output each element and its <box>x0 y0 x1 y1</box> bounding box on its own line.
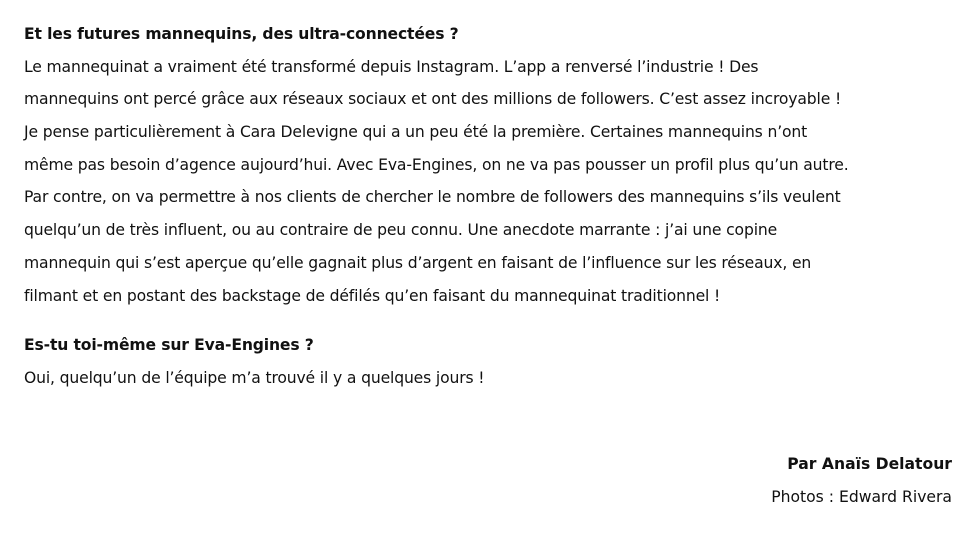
answer-1-line-7: mannequin qui s’est aperçue qu’elle gagnait plus d’argent en faisant de l’influence sur les réseaux, en <box>24 253 812 272</box>
section-spacer <box>24 312 960 329</box>
author-credit: Par Anaïs Delatour <box>787 455 952 473</box>
answer-1-line-4: même pas besoin d’agence aujourd’hui. Avec Eva-Engines, on ne va pas pousser un profil plus qu’un autre. <box>24 155 849 174</box>
photo-credit: Photos : Edward Rivera <box>771 487 952 506</box>
interview-article <box>24 18 960 395</box>
answer-2-line-1: Oui, quelqu’un de l’équipe m’a trouvé il y a quelques jours ! <box>24 368 485 387</box>
answer-1-line-1: Le mannequinat a vraiment été transformé depuis Instagram. L’app a renversé l’industrie ! Des <box>24 57 759 76</box>
answer-1-line-2: mannequins ont percé grâce aux réseaux sociaux et ont des millions de followers. C’est assez incroyable ! <box>24 90 842 109</box>
question-2: Es-tu toi-même sur Eva-Engines ? <box>24 336 314 355</box>
answer-1-line-6: quelqu’un de très influent, ou au contraire de peu connu. Une anecdote marrante : j’ai une copine <box>24 221 778 240</box>
answer-1-line-5: Par contre, on va permettre à nos clients de chercher le nombre de followers des mannequins s’ils veulent <box>24 188 841 207</box>
answer-1-line-3: Je pense particulièrement à Cara Delevigne qui a un peu été la première. Certaines mannequins n’ont <box>24 123 808 142</box>
answer-1-line-8: filmant et en postant des backstage de défilés qu’en faisant du mannequinat traditionnel ! <box>24 286 721 305</box>
credits-block <box>771 448 952 513</box>
question-1: Et les futures mannequins, des ultra-connectées ? <box>24 25 459 43</box>
